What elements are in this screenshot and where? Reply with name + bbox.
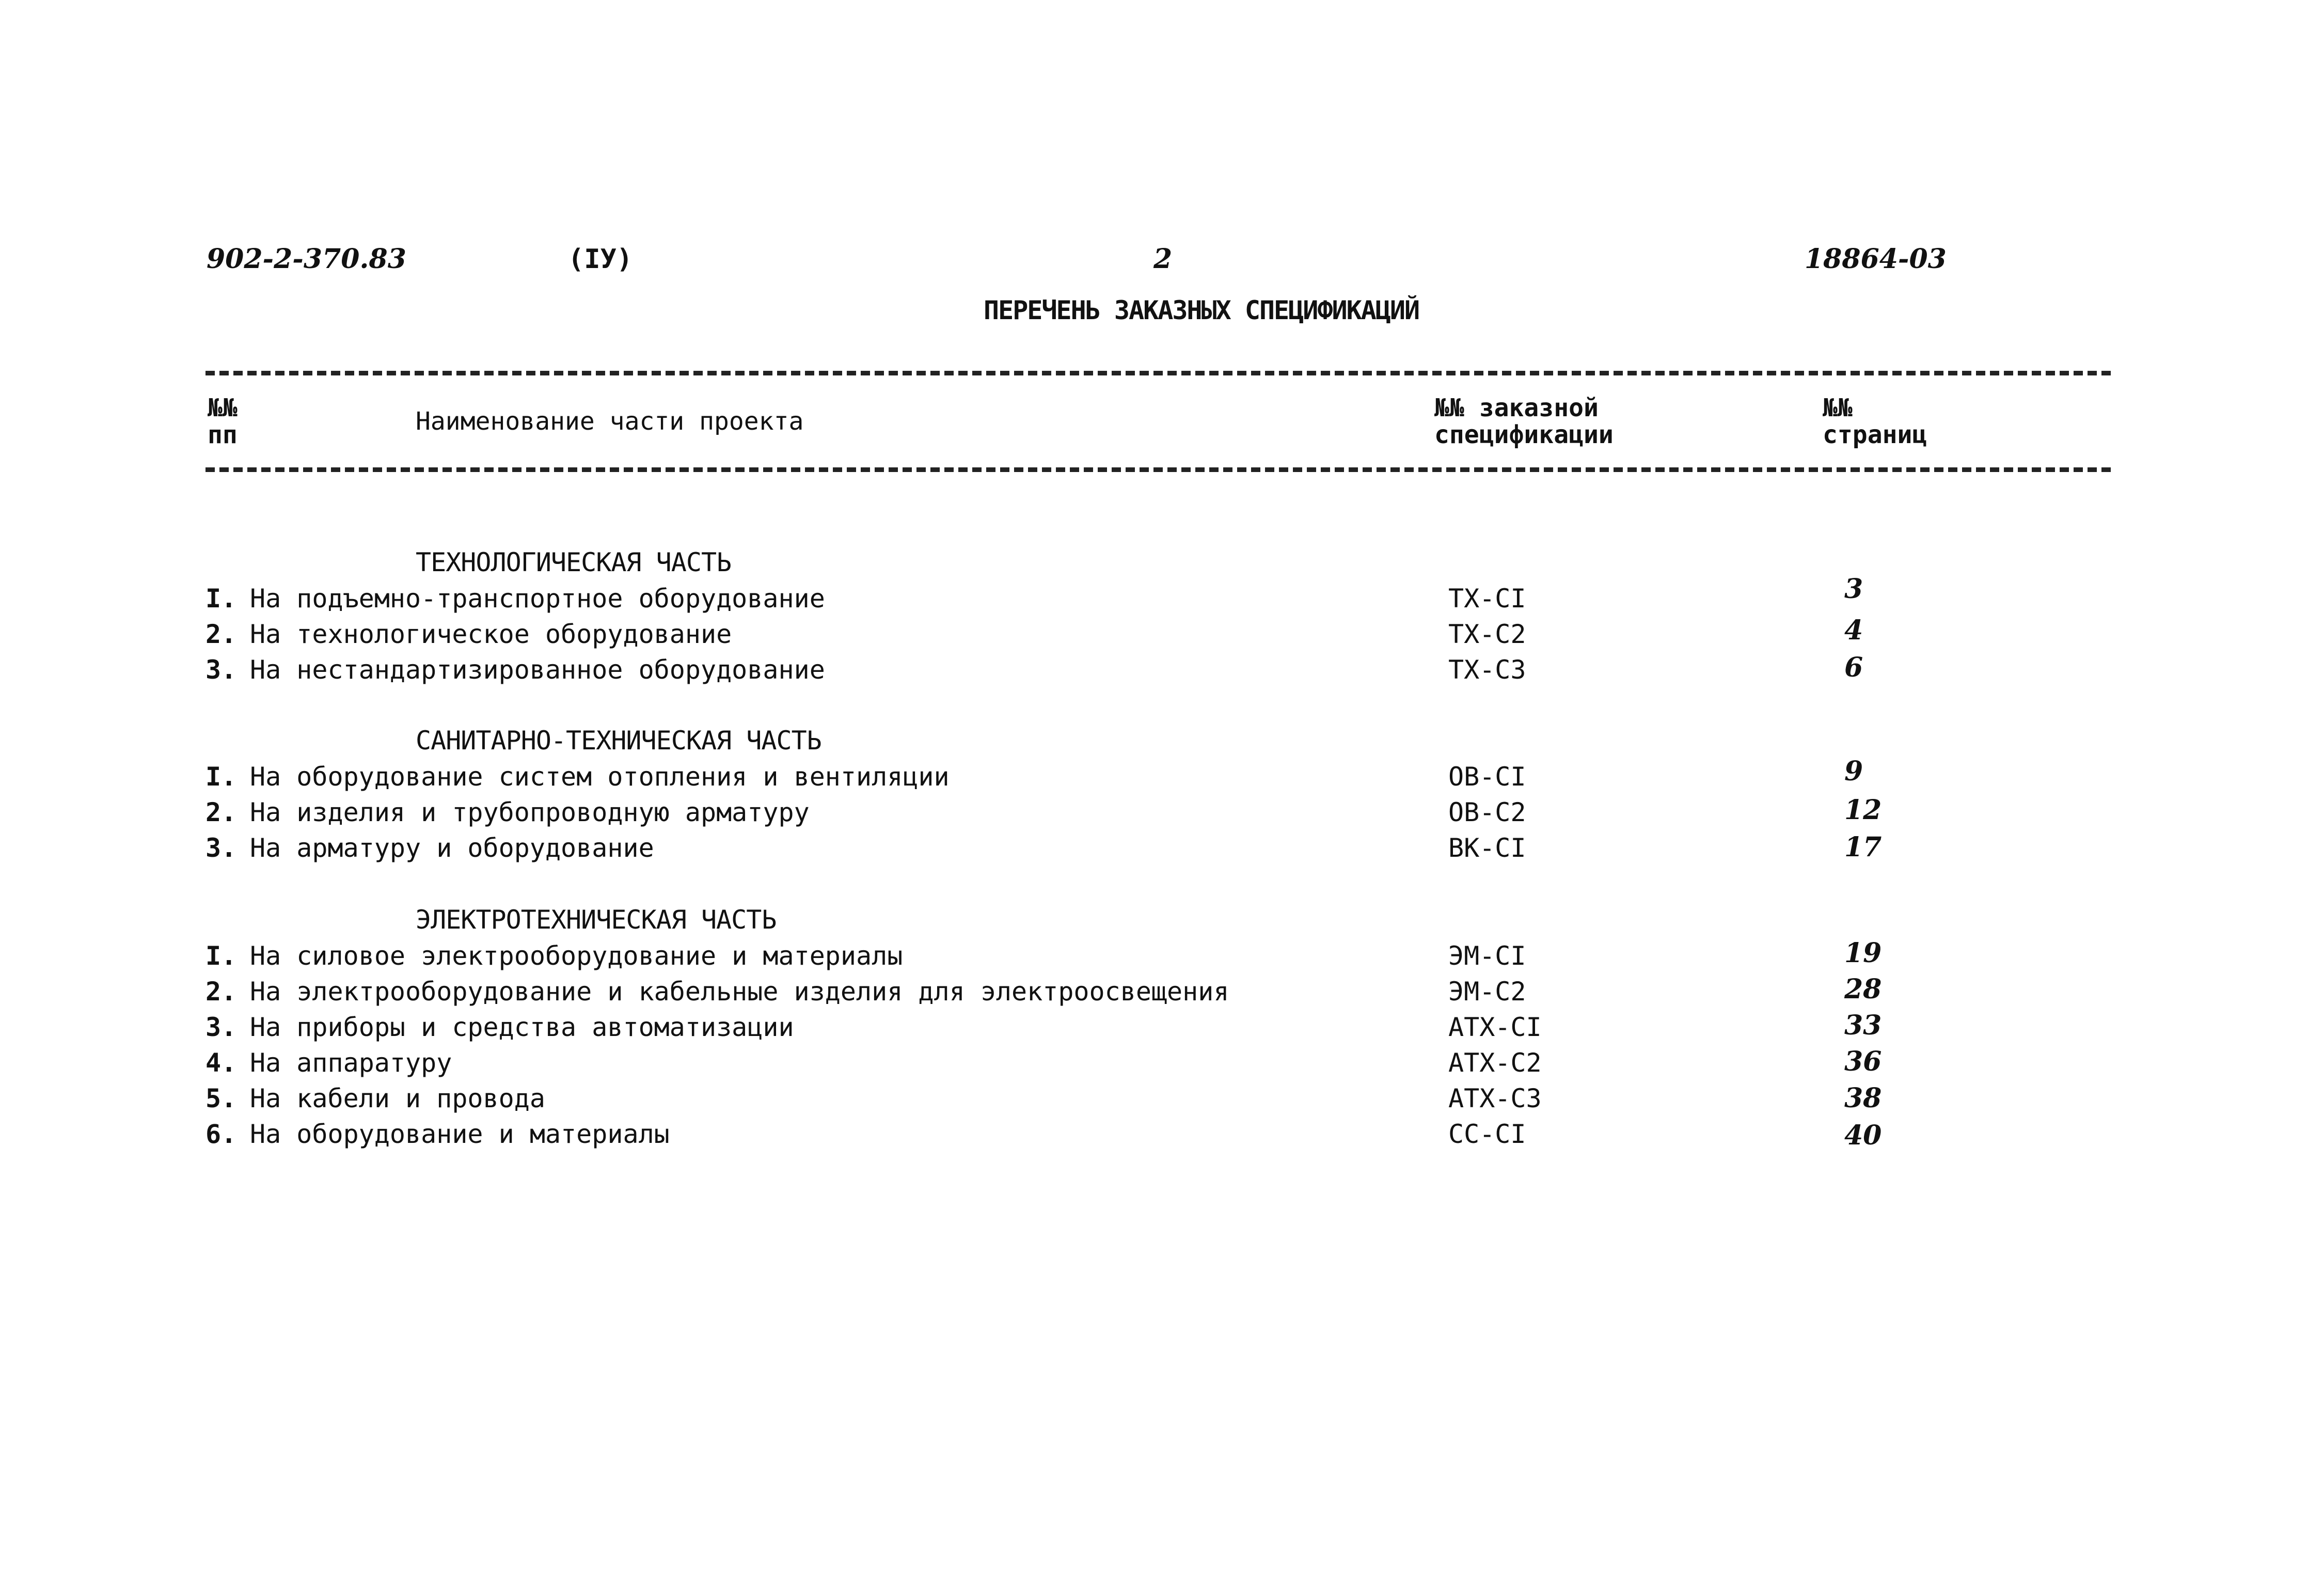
row-page-number: 40 [1844, 1120, 1882, 1151]
row-description: На подъемно-транспортное оборудование [250, 584, 825, 614]
row-spec-code: ЭМ-С2 [1448, 977, 1526, 1007]
row-page-number: 9 [1844, 756, 1863, 787]
row-number: 5. [205, 1083, 237, 1113]
row-page-number: 4 [1844, 615, 1863, 646]
row-page-number: 3 [1844, 573, 1863, 605]
row-description: На изделия и трубопроводную арматуру [250, 797, 810, 827]
row-spec-code: ВК-СI [1448, 833, 1526, 863]
row-spec-code: СС-СI [1448, 1119, 1526, 1149]
column-header-spec-line2: спецификации [1434, 420, 1614, 449]
row-number: 2. [205, 619, 237, 649]
row-spec-code: ОВ-СI [1448, 762, 1526, 792]
header-top-rule [205, 371, 2111, 375]
row-number: 4. [205, 1048, 237, 1078]
row-number: 3. [205, 833, 237, 863]
row-description: На аппаратуру [250, 1048, 452, 1078]
row-description: На арматуру и оборудование [250, 833, 654, 863]
row-spec-code: ТХ-С2 [1448, 619, 1526, 649]
section-title-electrical: ЭЛЕКТРОТЕХНИЧЕСКАЯ ЧАСТЬ [416, 905, 777, 935]
row-description: На нестандартизированное оборудование [250, 655, 825, 685]
row-page-number: 28 [1844, 973, 1882, 1005]
row-description: На приборы и средства автоматизации [250, 1012, 794, 1042]
row-number: 2. [205, 977, 237, 1007]
row-spec-code: АТХ-СI [1448, 1012, 1542, 1042]
inventory-number: 18864-03 [1805, 243, 1947, 275]
column-header-pages-line1: №№ [1823, 394, 1853, 422]
row-spec-code: ТХ-СI [1448, 584, 1526, 614]
row-spec-code: АТХ-С3 [1448, 1083, 1542, 1113]
column-header-number-line1: №№ [208, 394, 238, 422]
row-page-number: 36 [1844, 1046, 1882, 1077]
row-number: I. [205, 762, 237, 792]
row-number: 2. [205, 797, 237, 827]
column-header-spec-line1: №№ заказной [1434, 394, 1599, 422]
row-number: 6. [205, 1119, 237, 1149]
section-title-technological: ТЕХНОЛОГИЧЕСКАЯ ЧАСТЬ [416, 547, 732, 577]
column-header-pages [1823, 395, 1927, 448]
row-number: 3. [205, 1012, 237, 1042]
volume-label: (IУ) [568, 244, 633, 275]
page-number: 2 [1153, 243, 1173, 275]
column-header-number [208, 395, 238, 448]
row-page-number: 19 [1844, 937, 1882, 969]
row-description: На кабели и провода [250, 1083, 545, 1113]
row-page-number: 12 [1844, 794, 1882, 826]
column-header-spec [1434, 395, 1614, 448]
row-number: I. [205, 941, 237, 971]
column-header-pages-line2: страниц [1823, 420, 1927, 449]
row-page-number: 33 [1844, 1010, 1882, 1041]
row-description: На технологическое оборудование [250, 619, 732, 649]
document-title: ПЕРЕЧЕНЬ ЗАКАЗНЫХ СПЕЦИФИКАЦИЙ [984, 295, 1419, 325]
document-code: 902-2-370.83 [207, 243, 406, 275]
header-bottom-rule [205, 467, 2111, 472]
row-page-number: 38 [1844, 1082, 1882, 1114]
row-number: I. [205, 584, 237, 614]
column-header-name: Наименование части проекта [416, 407, 804, 436]
section-title-sanitary: САНИТАРНО-ТЕХНИЧЕСКАЯ ЧАСТЬ [416, 726, 821, 756]
row-spec-code: АТХ-С2 [1448, 1048, 1542, 1078]
row-description: На электрооборудование и кабельные изделия для электроосвещения [250, 977, 1229, 1007]
row-spec-code: ОВ-С2 [1448, 797, 1526, 827]
row-page-number: 17 [1844, 831, 1882, 863]
row-spec-code: ТХ-С3 [1448, 655, 1526, 685]
row-description: На оборудование систем отопления и вентиляции [250, 762, 950, 792]
column-header-number-line2: пп [208, 420, 238, 449]
row-description: На силовое электрооборудование и материалы [250, 941, 903, 971]
row-description: На оборудование и материалы [250, 1119, 670, 1149]
row-page-number: 6 [1844, 652, 1863, 683]
row-spec-code: ЭМ-СI [1448, 941, 1526, 971]
row-number: 3. [205, 655, 237, 685]
